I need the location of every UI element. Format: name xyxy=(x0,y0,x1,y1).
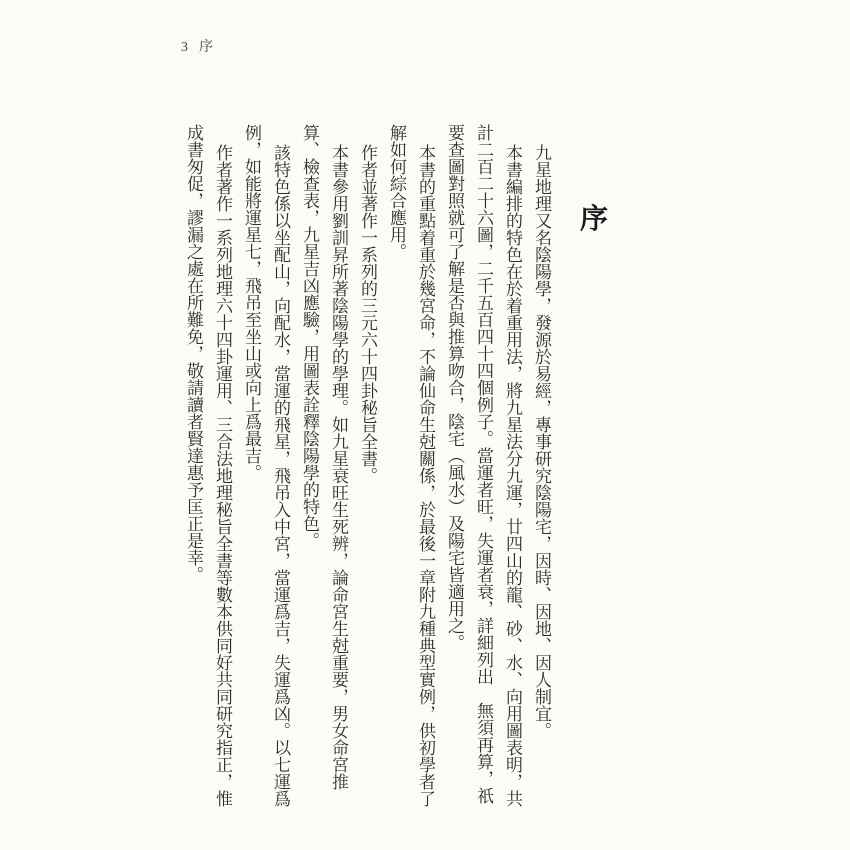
paragraph: 該特色係以坐配山，向配水，當運的飛星，飛吊入中宮，當運爲吉，失運爲凶。以七運爲例，如能將運星七，飛吊至坐山或向上爲最吉。 xyxy=(242,124,290,808)
paragraph: 本書的重點着重於幾宮命，不論仙命生尅關係，於最後一章附九種典型實例，供初學者了解如何綜合應用。 xyxy=(387,124,435,808)
page-number: 3 xyxy=(181,40,189,55)
running-head-chapter-label: 序 xyxy=(199,40,214,55)
running-head xyxy=(181,36,214,56)
body-text xyxy=(174,124,556,814)
chapter-title: 序 xyxy=(580,204,609,235)
paragraph: 本書編排的特色在於着重用法，將九星法分九運，廿四山的龍、砂、水、向用圖表明，共計二百二十六圖，二千五百四十四個例子。當運者旺，失運者衰，詳細列出 無須再算，祇要查圖對照就可了解是否與推算吻合，陰宅（風水）及陽宅皆適用之。 xyxy=(445,124,522,808)
paragraph: 作者著作一系列地理六十四卦運用、三合法地理秘旨全書等數本供同好共同研究指正，惟成書匆促，謬漏之處在所難免，敬請讀者賢達惠予匡正是幸。 xyxy=(184,124,232,808)
paragraph: 本書參用劉訓昇所著陰陽學的學理。如九星衰旺生死辨，論命宮生尅重要，男女命宮推算、檢查表，九星吉凶應驗，用圖表詮釋陰陽學的特色。 xyxy=(300,124,348,791)
paragraph: 作者並著作一系列的三元六十四卦秘旨全書。 xyxy=(358,144,377,485)
paragraph: 九星地理又名陰陽學，發源於易經，專事研究陰陽宅，因時、因地、因人制宜。 xyxy=(532,144,551,740)
